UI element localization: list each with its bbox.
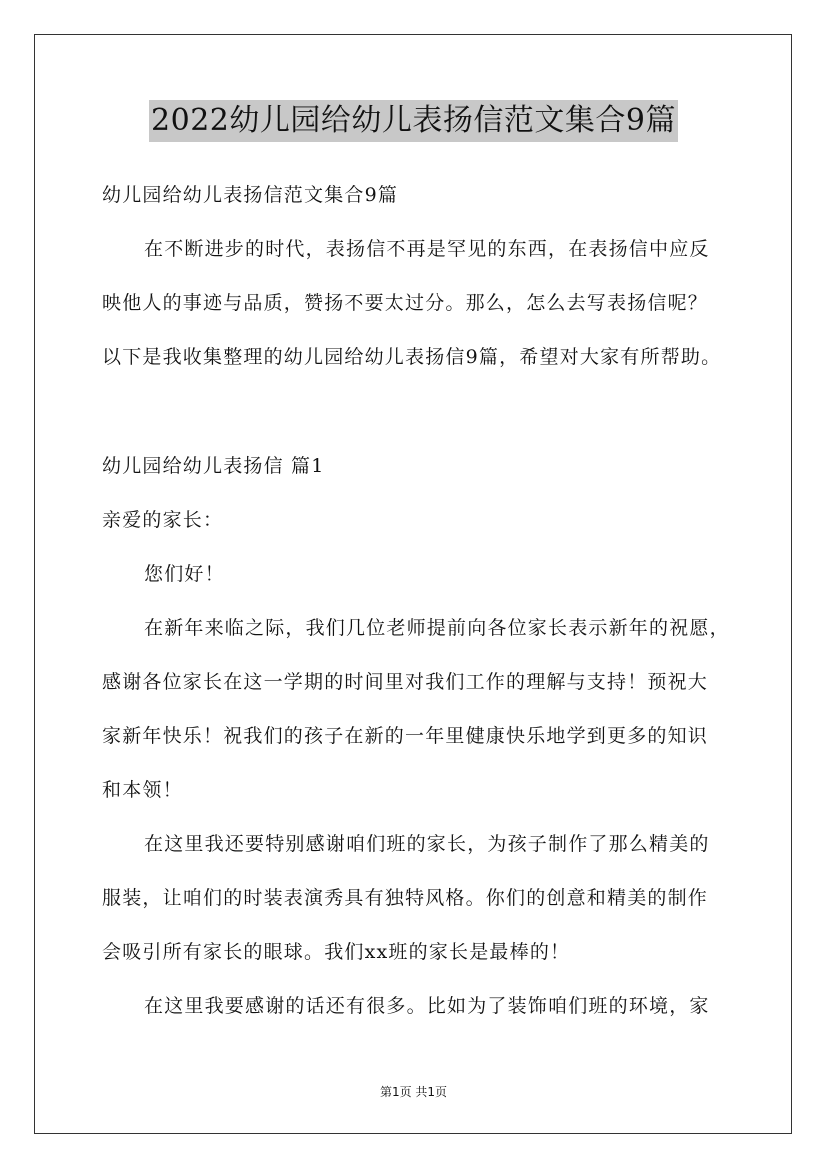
- paragraph-line: 在这里我还要特别感谢咱们班的家长，为孩子制作了那么精美的: [144, 833, 710, 855]
- title-container: [0, 100, 827, 142]
- paragraph-line: 在这里我要感谢的话还有很多。比如为了装饰咱们班的环境，家: [144, 995, 710, 1017]
- page-footer: 第1页 共1页: [379, 1085, 448, 1099]
- paragraph-line: 在新年来临之际，我们几位老师提前向各位家长表示新年的祝愿，: [144, 617, 730, 639]
- intro-line: 以下是我收集整理的幼儿园给幼儿表扬信9篇，希望对大家有所帮助。: [102, 346, 722, 368]
- paragraph-line: 会吸引所有家长的眼球。我们xx班的家长是最棒的！: [102, 941, 571, 963]
- intro-line: 映他人的事迹与品质，赞扬不要太过分。那么，怎么去写表扬信呢？: [102, 292, 709, 314]
- paragraph-line: 家新年快乐！祝我们的孩子在新的一年里健康快乐地学到更多的知识: [102, 725, 709, 747]
- greeting: 您们好！: [144, 563, 225, 585]
- section-heading: 幼儿园给幼儿表扬信 篇1: [102, 455, 325, 477]
- salutation: 亲爱的家长：: [102, 509, 224, 531]
- document-title: 2022幼儿园给幼儿表扬信范文集合9篇: [149, 100, 678, 142]
- intro-line: 在不断进步的时代，表扬信不再是罕见的东西，在表扬信中应反: [144, 238, 710, 260]
- paragraph-line: 和本领！: [102, 779, 183, 801]
- paragraph-line: 感谢各位家长在这一学期的时间里对我们工作的理解与支持！预祝大: [102, 671, 709, 693]
- document-subtitle: 幼儿园给幼儿表扬信范文集合9篇: [102, 184, 399, 206]
- paragraph-line: 服装，让咱们的时装表演秀具有独特风格。你们的创意和精美的制作: [102, 887, 709, 909]
